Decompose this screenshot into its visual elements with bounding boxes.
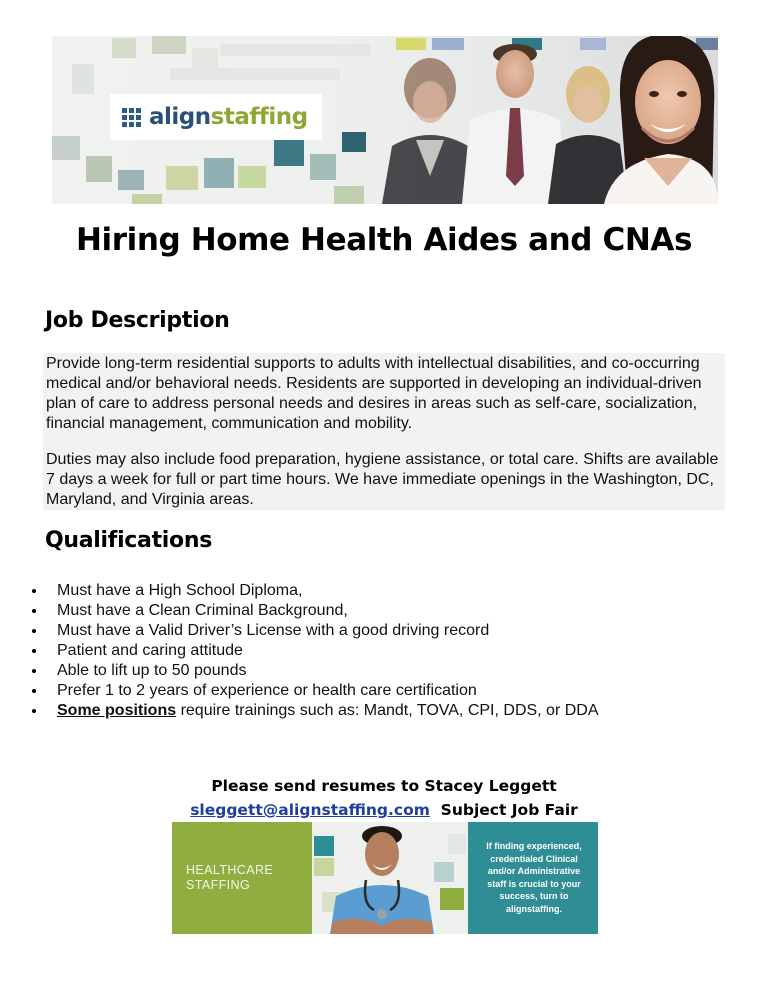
doctor-photo — [322, 822, 440, 934]
decor-square — [310, 154, 336, 180]
faint-text — [220, 44, 370, 56]
decor-square — [52, 136, 80, 160]
page-title: Hiring Home Health Aides and CNAs — [75, 222, 693, 258]
decor-square — [448, 834, 466, 854]
qualifications-heading: Qualifications — [45, 528, 213, 553]
people-photo — [352, 36, 718, 204]
alignstaffing-logo — [110, 94, 322, 140]
list-item — [30, 701, 599, 721]
list-item — [30, 661, 599, 681]
decor-square — [112, 38, 136, 58]
decor-square — [204, 158, 234, 188]
logo-text: alignstaffing — [149, 104, 308, 130]
job-description-paragraph-1: Provide long-term residential supports to adults with intellectual disabilities, and co-occurring medical and/or behavioral needs. Residents are supported in developing an individual-driven plan of care to address personal needs and desires in areas such as self-care, socialization, financial management, communication and mobility. — [46, 355, 702, 432]
bullet-icon — [32, 609, 36, 613]
list-item — [30, 581, 599, 601]
list-item-text: require trainings such as: Mandt, TOVA, CPI, DDS, or DDA — [176, 702, 599, 719]
list-item-emphasis: Some positions — [57, 702, 177, 719]
decor-square — [166, 166, 198, 190]
decor-square — [192, 48, 218, 70]
list-item-text: Must have a High School Diploma, — [57, 582, 303, 599]
qualifications-list — [30, 581, 599, 721]
ad-right-panel — [468, 822, 598, 934]
decor-square — [274, 140, 304, 166]
decor-square — [238, 166, 266, 188]
list-item — [30, 601, 599, 621]
decor-square — [118, 170, 144, 190]
decor-square — [72, 64, 94, 94]
decor-square — [152, 36, 186, 54]
list-item-text: Prefer 1 to 2 years of experience or health care certification — [57, 682, 477, 699]
contact-line: Please send resumes to Stacey Leggett — [211, 777, 557, 795]
bullet-icon — [32, 709, 36, 713]
decor-square — [440, 888, 464, 910]
list-item-text: Must have a Valid Driver’s License with a good driving record — [57, 622, 490, 639]
list-item-text: Able to lift up to 50 pounds — [57, 662, 247, 679]
decor-square — [86, 156, 112, 182]
ad-left-text — [186, 863, 273, 893]
contact-email-line — [0, 801, 768, 819]
decor-square — [132, 194, 162, 204]
email-link[interactable]: sleggett@alignstaffing.com — [190, 801, 430, 819]
ad-left-line-1: HEALTHCARE — [186, 863, 274, 877]
job-description-paragraph-2: Duties may also include food preparation, hygiene assistance, or total care. Shifts are available 7 days a week for full or part time hours. We have immediate openings in the Washington, DC, Maryland, and Virginia areas. — [46, 451, 719, 508]
list-item-text: Must have a Clean Criminal Background, — [57, 602, 348, 619]
faint-text — [170, 68, 340, 80]
list-item — [30, 641, 599, 661]
bullet-icon — [32, 589, 36, 593]
list-item — [30, 621, 599, 641]
job-description-heading: Job Description — [45, 308, 230, 333]
ad-right-text: If finding experienced, credentialed Clinical and/or Administrative staff is crucial to your success, turn to alignstaffing. — [486, 841, 582, 914]
bullet-icon — [32, 649, 36, 653]
bullet-icon — [32, 669, 36, 673]
logo-dots-icon — [122, 108, 141, 127]
bullet-icon — [32, 629, 36, 633]
subject-text: Subject Job Fair — [429, 801, 578, 819]
header-banner — [52, 36, 718, 204]
list-item-text: Patient and caring attitude — [57, 642, 243, 659]
list-item — [30, 681, 599, 701]
healthcare-staffing-ad — [172, 822, 598, 934]
ad-left-panel — [172, 822, 312, 934]
bullet-icon — [32, 689, 36, 693]
ad-left-line-2: STAFFING — [186, 878, 251, 892]
